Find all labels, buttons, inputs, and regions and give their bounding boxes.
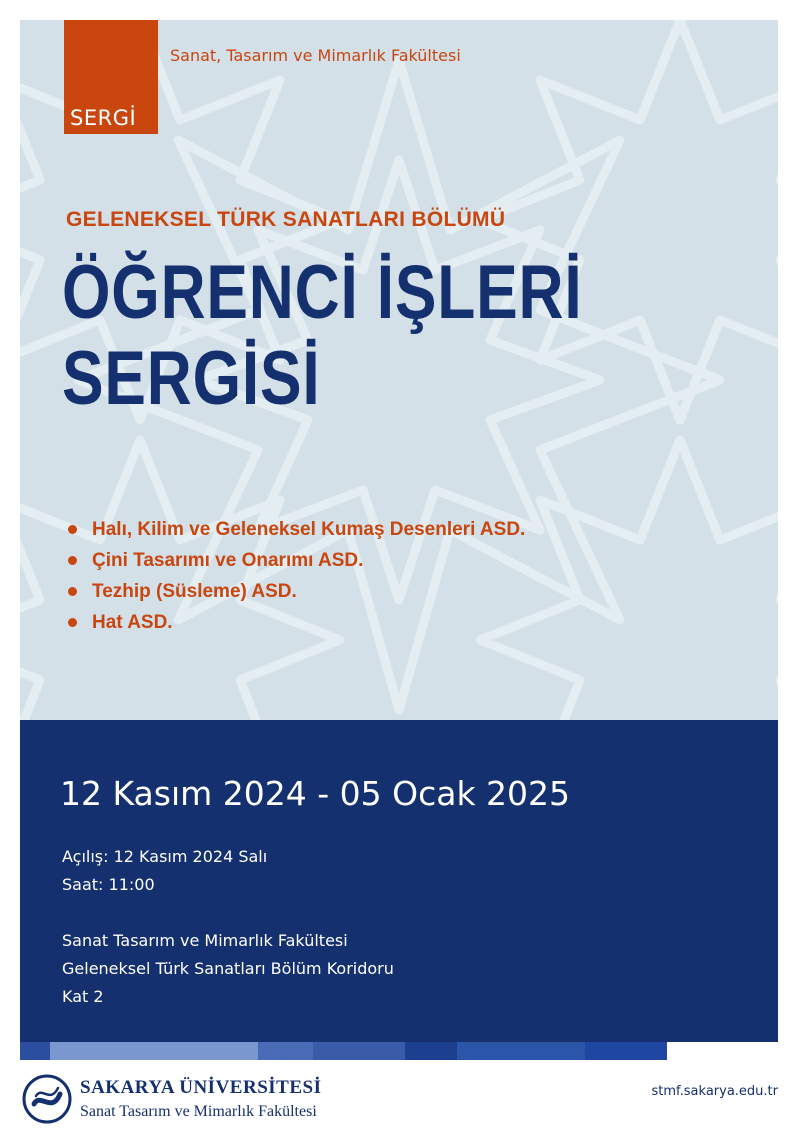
exhibition-tag: [64, 20, 158, 134]
bullet-icon: [68, 618, 77, 627]
tag-label: SERGİ: [70, 106, 137, 130]
program-label: Çini Tasarımı ve Onarımı ASD.: [92, 550, 364, 571]
exhibition-poster: [20, 20, 778, 1060]
university-name: SAKARYA ÜNİVERSİTESİ: [80, 1077, 322, 1098]
bullet-icon: [68, 587, 77, 596]
poster-details-panel: [20, 720, 778, 1060]
venue-line: Geleneksel Türk Sanatları Bölüm Koridoru: [62, 959, 394, 978]
list-item: [66, 607, 525, 638]
program-label: Hat ASD.: [92, 612, 173, 633]
opening-info: [62, 843, 267, 899]
footer: [0, 1060, 800, 1140]
exhibition-dates: 12 Kasım 2024 - 05 Ocak 2025: [60, 774, 571, 813]
faculty-header: Sanat, Tasarım ve Mimarlık Fakültesi: [170, 46, 461, 65]
opening-time: Saat: 11:00: [62, 875, 155, 894]
university-logo-icon: [22, 1074, 72, 1124]
website-url: stmf.sakarya.edu.tr: [651, 1084, 778, 1099]
program-label: Tezhip (Süsleme) ASD.: [92, 581, 297, 602]
list-item: [66, 545, 525, 576]
department-name: GELENEKSEL TÜRK SANATLARI BÖLÜMÜ: [66, 208, 506, 231]
list-item: [66, 576, 525, 607]
exhibition-title: [62, 250, 582, 422]
venue-info: [62, 927, 394, 1011]
decorative-color-strip: [20, 1042, 778, 1060]
opening-date: Açılış: 12 Kasım 2024 Salı: [62, 847, 268, 866]
list-item: [66, 514, 525, 545]
program-label: Halı, Kilim ve Geleneksel Kumaş Desenleri ASD.: [92, 519, 526, 540]
bullet-icon: [68, 556, 77, 565]
footer-faculty-name: Sanat Tasarım ve Mimarlık Fakültesi: [80, 1103, 317, 1120]
bullet-icon: [68, 525, 77, 534]
program-list: [66, 514, 525, 638]
venue-line: Kat 2: [62, 987, 104, 1006]
title-line-1: ÖĞRENCİ İŞLERİ: [62, 250, 583, 335]
title-line-2: SERGİSİ: [62, 336, 321, 421]
venue-line: Sanat Tasarım ve Mimarlık Fakültesi: [62, 931, 348, 950]
